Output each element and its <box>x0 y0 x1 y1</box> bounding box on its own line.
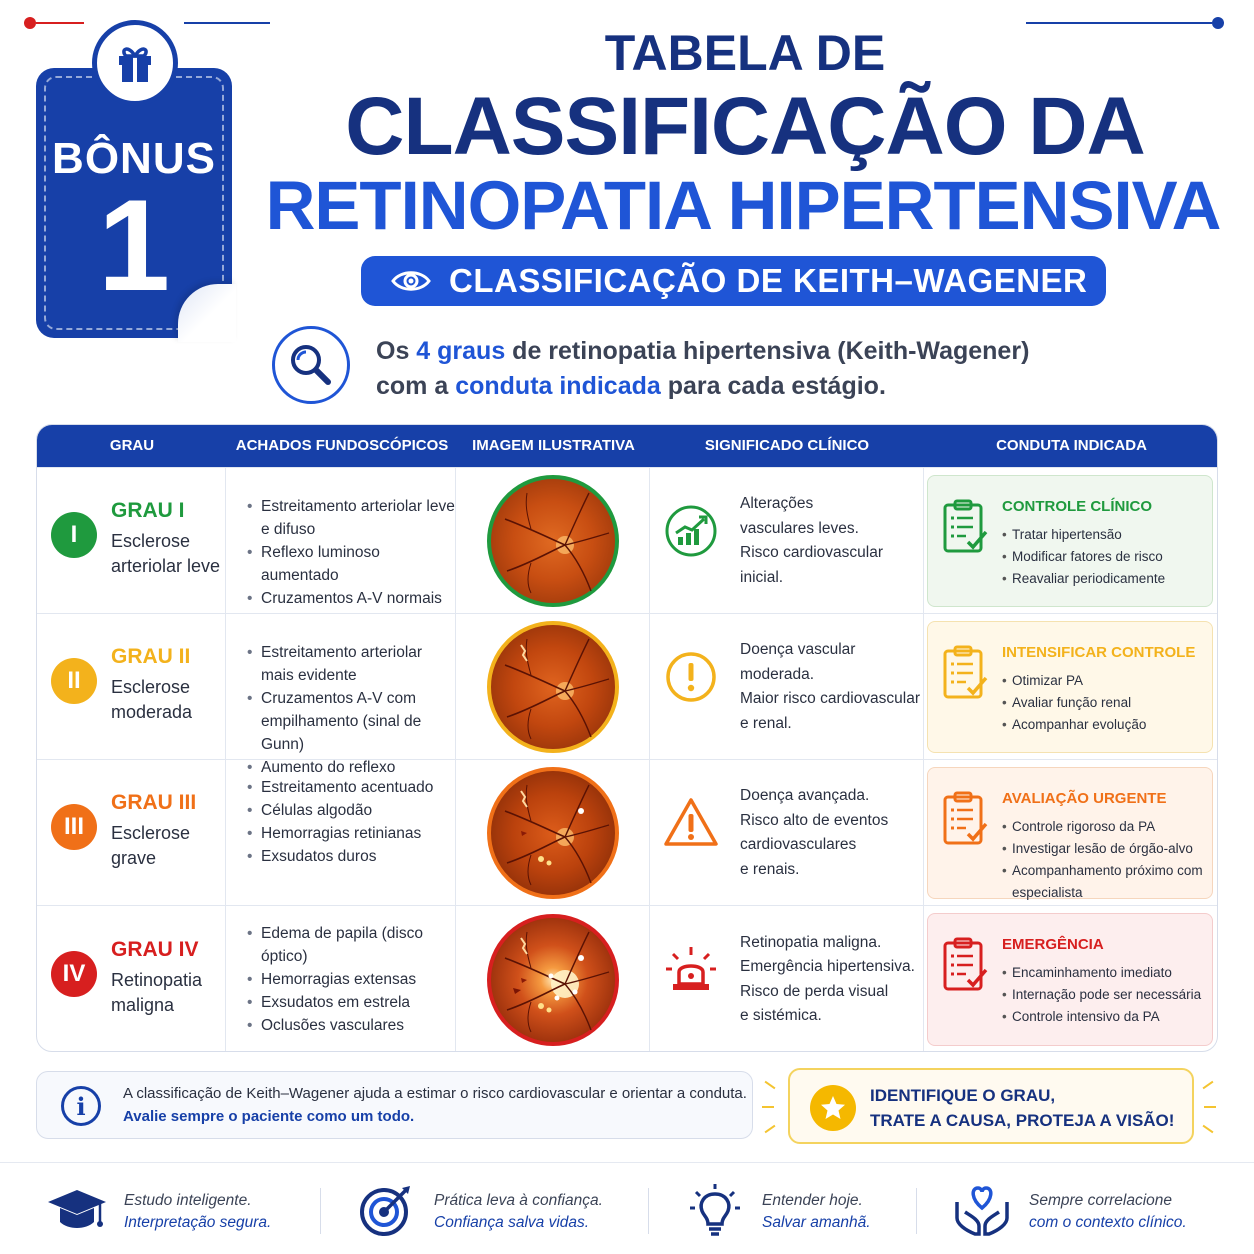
conduct-item: • Investigar lesão de órgão-alvo <box>1002 838 1208 860</box>
clipboard-checklist-icon <box>942 644 988 700</box>
grade-numeral-badge: I <box>51 512 97 558</box>
tip-practice <box>356 1180 646 1240</box>
column-divider <box>649 614 650 759</box>
clinical-line: Risco cardiovascular <box>740 544 883 561</box>
decor-line-left-blue <box>184 22 270 24</box>
note-line2: Avalie sempre o paciente como um todo. <box>123 1108 415 1125</box>
clinical-line: Doença avançada. <box>740 787 870 804</box>
page-title-line2: CLASSIFICAÇÃO DA <box>345 81 1145 172</box>
bonus-number: 1 <box>97 172 171 318</box>
tip-line1: Estudo inteligente. <box>124 1192 252 1209</box>
lightbulb-icon <box>684 1182 746 1238</box>
grade-description-line: grave <box>111 848 157 868</box>
conduct-list <box>1002 670 1208 736</box>
grade-description-line: arteriolar leve <box>111 556 221 576</box>
clinical-line: cardiovasculares <box>740 836 857 853</box>
retinal-vessels <box>491 625 615 749</box>
conduct-box <box>927 621 1213 753</box>
conduct-item: • Modificar fatores de risco <box>1002 546 1208 568</box>
clinical-line: Doença vascular <box>740 641 856 658</box>
tip-understand <box>684 1180 924 1240</box>
clinical-line: e sistémica. <box>740 1007 822 1024</box>
finding-item: • Estreitamento arteriolar leve e difuso <box>247 495 457 541</box>
finding-item: • Cruzamentos A-V normais <box>247 587 457 610</box>
finding-item: • Cruzamentos A-V com empilhamento (sinal de Gunn) <box>247 687 457 756</box>
page-title-line1: TABELA DE <box>604 25 886 81</box>
page-title-line3: RETINOPATIA HIPERTENSIVA <box>265 167 1221 244</box>
clinical-line: e renal. <box>740 714 792 732</box>
tip-line2: Salvar amanhã. <box>762 1214 871 1231</box>
clinical-line: Risco alto de eventos <box>740 811 889 829</box>
intro-highlight: 4 graus <box>416 337 506 365</box>
grade-description-line: maligna <box>111 994 175 1015</box>
finding-item: • Exsudatos duros <box>247 845 457 868</box>
header-significado: SIGNIFICADO CLÍNICO <box>704 437 870 454</box>
header-grau: GRAU <box>109 437 155 454</box>
conduct-box <box>927 913 1213 1046</box>
info-note <box>36 1071 753 1139</box>
conduct-title: EMERGÊNCIA <box>1002 936 1104 953</box>
finding-item: • Hemorragias retinianas <box>247 822 457 845</box>
conduct-item: • Acompanhamento próximo com especialista <box>1002 860 1208 904</box>
conduct-list <box>1002 962 1208 1028</box>
info-icon: i <box>61 1086 101 1126</box>
conduct-item: • Encaminhamento imediato <box>1002 962 1208 984</box>
header-conduta: CONDUTA INDICADA <box>996 437 1147 454</box>
clipboard-checklist-icon <box>942 936 988 992</box>
sparkle-decor <box>765 1081 776 1090</box>
conduct-item: • Controle rigoroso da PA <box>1002 816 1208 838</box>
clinical-line: Risco de perda visual <box>740 982 889 1000</box>
sparkle-decor <box>1204 1106 1216 1108</box>
bonus-label: BÔNUS <box>52 134 216 183</box>
gift-icon <box>92 20 178 106</box>
sparkle-decor <box>765 1125 776 1134</box>
clinical-line: vasculares leves. <box>740 519 859 537</box>
column-divider <box>649 760 650 905</box>
conduct-list <box>1002 524 1208 590</box>
grade-description <box>111 968 231 1018</box>
clinical-line: e renais. <box>740 860 800 878</box>
intro-text <box>376 334 1156 404</box>
tip-line1: Sempre correlacione <box>1029 1192 1173 1209</box>
tip-line1: Prática leva à confiança. <box>434 1192 603 1209</box>
tip-line1: Entender hoje. <box>762 1192 863 1209</box>
sparkle-decor <box>1203 1081 1214 1090</box>
conduct-item: • Controle intensivo da PA <box>1002 1006 1208 1028</box>
eye-icon <box>391 268 431 294</box>
grade-numeral-badge: II <box>51 658 97 704</box>
conduct-box <box>927 767 1213 899</box>
grade-description-line: Retinopatia <box>111 969 203 990</box>
sparkle-decor <box>1203 1125 1214 1134</box>
clipboard-checklist-icon <box>942 790 988 846</box>
table-header <box>37 425 1217 467</box>
retinal-vessels <box>491 771 615 895</box>
column-divider <box>649 468 650 613</box>
warning-triangle-icon <box>661 793 721 853</box>
clipboard-checklist-icon <box>942 498 988 554</box>
clinical-meaning <box>740 492 925 590</box>
header-achados: ACHADOS FUNDOSCÓPICOS <box>235 437 449 454</box>
star-icon <box>810 1085 856 1131</box>
grade-numeral-badge: IV <box>51 951 97 997</box>
conduct-item: • Avaliar função renal <box>1002 692 1208 714</box>
tip-line2: Interpretação segura. <box>124 1214 272 1231</box>
clinical-meaning <box>740 784 925 882</box>
finding-item: • Oclusões vasculares <box>247 1014 457 1037</box>
header-imagem: IMAGEM ILUSTRATIVA <box>472 437 635 454</box>
findings-list <box>247 776 457 868</box>
grade-description <box>111 821 231 871</box>
decor-line-left-red <box>36 22 84 24</box>
cta-line2: TRATE A CAUSA, PROTEJA A VISÃO! <box>870 1111 1175 1130</box>
fundus-image <box>487 621 619 753</box>
classification-table <box>36 424 1218 1052</box>
finding-item: • Estreitamento acentuado <box>247 776 457 799</box>
tip-correlate <box>951 1180 1231 1240</box>
fundus-image <box>487 767 619 899</box>
conduct-item: • Acompanhar evolução <box>1002 714 1208 736</box>
classification-pill-text: CLASSIFICAÇÃO DE KEITH–WAGENER <box>449 262 1088 299</box>
finding-item: • Estreitamento arteriolar mais evidente <box>247 641 457 687</box>
cta-line1: IDENTIFIQUE O GRAU, <box>870 1086 1056 1105</box>
conduct-title: CONTROLE CLÍNICO <box>1002 498 1152 515</box>
classification-pill <box>361 256 1106 306</box>
grade-description <box>111 675 231 725</box>
finding-item: • Aumento do reflexo <box>247 756 457 779</box>
conduct-list <box>1002 816 1208 904</box>
clinical-meaning <box>740 931 925 1029</box>
clinical-line: inicial. <box>740 568 784 586</box>
retinal-vessels <box>491 479 615 603</box>
clinical-line: Emergência hipertensiva. <box>740 958 915 975</box>
tip-study <box>46 1180 316 1240</box>
intro-part: com a <box>376 372 456 400</box>
finding-item: • Células algodão <box>247 799 457 822</box>
conduct-item: • Internação pode ser necessária <box>1002 984 1208 1006</box>
search-icon <box>272 326 350 404</box>
call-to-action-box <box>788 1068 1194 1144</box>
clinical-line: moderada. <box>740 665 815 683</box>
table-row <box>37 759 1217 905</box>
grade-description-line: Esclerose <box>111 531 191 551</box>
grade-description-line: moderada <box>111 702 193 722</box>
grade-description-line: Esclerose <box>111 823 191 843</box>
intro-part: de retinopatia hipertensiva (Keith-Wagener) <box>505 337 1030 365</box>
heart-hands-icon <box>951 1182 1013 1238</box>
grade-title: GRAU IV <box>111 937 199 961</box>
finding-item: • Hemorragias extensas <box>247 968 457 991</box>
finding-item: • Edema de papila (disco óptico) <box>247 922 457 968</box>
grade-title: GRAU II <box>111 645 191 668</box>
tip-line2: com o contexto clínico. <box>1029 1214 1187 1231</box>
conduct-item: • Tratar hipertensão <box>1002 524 1208 546</box>
sparkle-decor <box>762 1106 774 1108</box>
fundus-image <box>487 914 619 1046</box>
table-row <box>37 905 1217 1052</box>
footer-divider <box>0 1162 1254 1163</box>
tip-divider <box>320 1188 321 1234</box>
conduct-title: INTENSIFICAR CONTROLE <box>1002 644 1196 661</box>
graduation-cap-icon <box>46 1182 108 1238</box>
siren-alarm-icon <box>661 940 721 1000</box>
bonus-badge <box>36 68 232 338</box>
table-row <box>37 467 1217 613</box>
grade-title: GRAU I <box>111 499 185 522</box>
table-row <box>37 613 1217 776</box>
conduct-title: AVALIAÇÃO URGENTE <box>1002 790 1167 807</box>
finding-item: • Exsudatos em estrela <box>247 991 457 1014</box>
note-line1: A classificação de Keith–Wagener ajuda a estimar o risco cardiovascular e orientar a conduta. <box>123 1085 747 1102</box>
grade-description-line: Esclerose <box>111 677 191 697</box>
clinical-meaning <box>740 638 925 736</box>
clinical-line: Alterações <box>740 495 814 512</box>
target-icon <box>356 1182 418 1238</box>
intro-part: Os <box>376 337 417 365</box>
grade-description <box>111 529 231 579</box>
intro-highlight: conduta indicada <box>455 372 661 400</box>
intro-part: para cada estágio. <box>660 372 886 400</box>
findings-list <box>247 495 457 610</box>
conduct-item: • Otimizar PA <box>1002 670 1208 692</box>
finding-item: • Reflexo luminoso aumentado <box>247 541 457 587</box>
exclamation-circle-icon <box>661 647 721 707</box>
trend-chart-icon <box>661 501 721 561</box>
grade-title: GRAU III <box>111 791 197 814</box>
conduct-box <box>927 475 1213 607</box>
tip-line2: Confiança salva vidas. <box>434 1214 590 1231</box>
tip-divider <box>648 1188 649 1234</box>
clinical-line: Maior risco cardiovascular <box>740 690 921 707</box>
retinal-vessels <box>491 918 615 1042</box>
findings-list <box>247 922 457 1037</box>
tip-divider <box>916 1188 917 1234</box>
fundus-image <box>487 475 619 607</box>
grade-numeral-badge: III <box>51 804 97 850</box>
decor-dot-left <box>24 17 36 29</box>
conduct-item: • Reavaliar periodicamente <box>1002 568 1208 590</box>
clinical-line: Retinopatia maligna. <box>740 933 882 951</box>
column-divider <box>649 906 650 1052</box>
